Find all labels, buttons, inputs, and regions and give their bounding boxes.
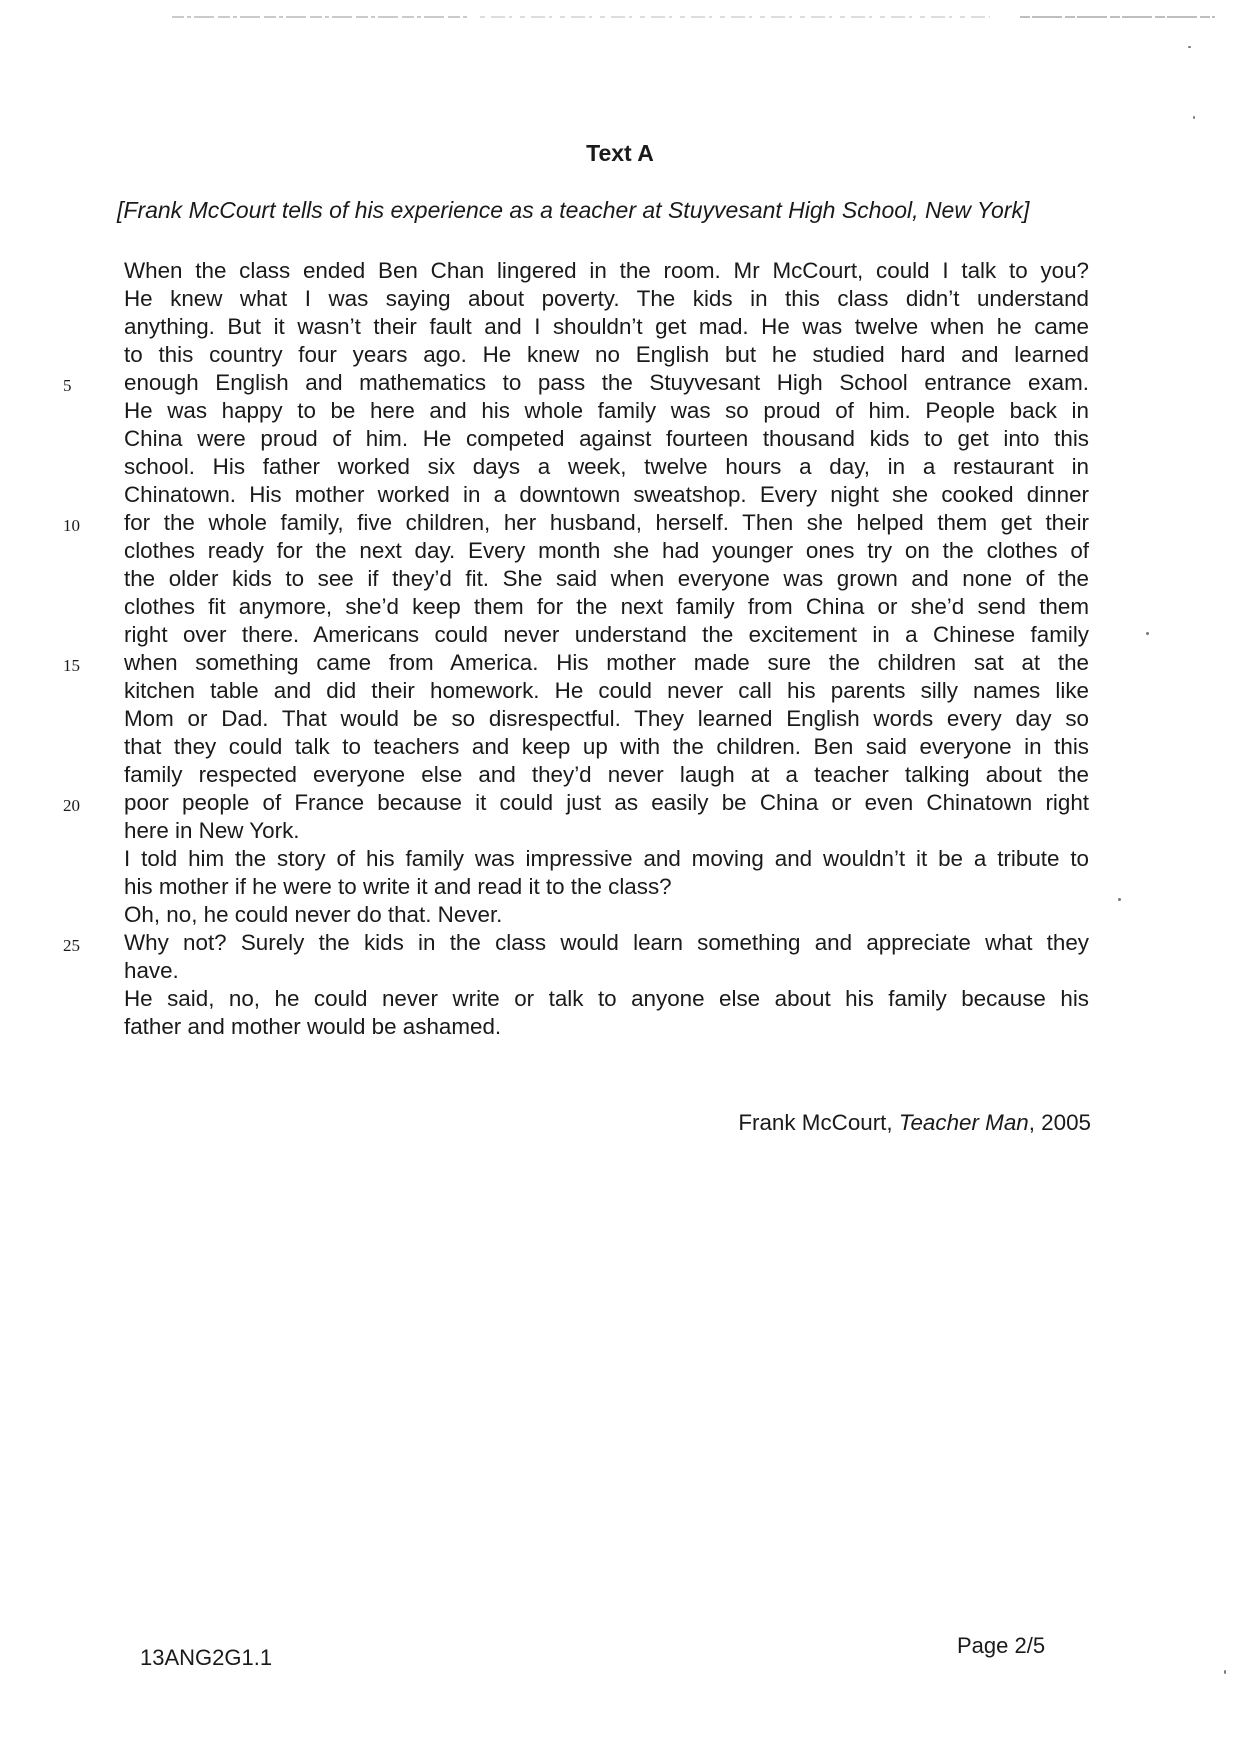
passage-line: Oh, no, he could never do that. Never. (124, 902, 503, 927)
passage-line: Why not? Surely the kids in the class would learn something and appreciate what they (124, 930, 1089, 955)
passage-line: When the class ended Ben Chan lingered in the room. Mr McCourt, could I talk to you? (124, 258, 1089, 283)
passage-line: father and mother would be ashamed. (124, 1014, 502, 1039)
passage-line: clothes ready for the next day. Every month she had younger ones try on the clothes of (124, 538, 1089, 563)
passage-introduction: [Frank McCourt tells of his experience as a teacher at Stuyvesant High School, New York] (117, 197, 1030, 223)
source-citation (738, 1110, 1091, 1136)
passage-line: clothes fit anymore, she’d keep them for the next family from China or she’d send them (124, 594, 1089, 619)
page-number: Page 2/5 (957, 1633, 1046, 1658)
passage-line: Mom or Dad. That would be so disrespectful. They learned English words every day so (124, 706, 1089, 731)
passage-line: kitchen table and did their homework. He could never call his parents silly names like (124, 678, 1089, 703)
text-title: Text A (586, 140, 654, 166)
line-number: 15 (63, 656, 80, 675)
passage-line: have. (124, 958, 179, 983)
passage-line: when something came from America. His mother made sure the children sat at the (124, 650, 1089, 675)
line-number: 20 (63, 796, 80, 815)
passage-line: He said, no, he could never write or talk to anyone else about his family because his (124, 986, 1089, 1011)
citation-work-title: Teacher Man (898, 1110, 1029, 1135)
scan-speck (1224, 1670, 1226, 1674)
passage-line: that they could talk to teachers and keep up with the children. Ben said everyone in this (124, 734, 1089, 759)
passage-line: his mother if he were to write it and read it to the class? (124, 874, 672, 899)
passage-line: China were proud of him. He competed against fourteen thousand kids to get into this (124, 426, 1089, 451)
exam-code: 13ANG2G1.1 (140, 1645, 273, 1670)
passage-line: family respected everyone else and they’d never laugh at a teacher talking about the (124, 762, 1089, 787)
passage-line: Chinatown. His mother worked in a downtown sweatshop. Every night she cooked dinner (124, 482, 1089, 507)
passage-line: poor people of France because it could just as easily be China or even Chinatown right (124, 790, 1089, 815)
passage-line: school. His father worked six days a week, twelve hours a day, in a restaurant in (124, 454, 1089, 479)
passage-line: right over there. Americans could never understand the excitement in a Chinese family (124, 622, 1089, 647)
passage-line: He was happy to be here and his whole family was so proud of him. People back in (124, 398, 1089, 423)
passage-line: the older kids to see if they’d fit. She said when everyone was grown and none of the (124, 566, 1089, 591)
line-number: 5 (63, 376, 72, 395)
citation-year: , 2005 (1028, 1110, 1091, 1135)
passage-line: here in New York. (124, 818, 300, 843)
passage-line: for the whole family, five children, her husband, herself. Then she helped them get their (124, 510, 1089, 535)
line-number: 10 (63, 516, 80, 535)
passage-line: I told him the story of his family was impressive and moving and wouldn’t it be a tribute to (124, 846, 1089, 871)
passage-line: He knew what I was saying about poverty. The kids in this class didn’t understand (124, 286, 1089, 311)
passage-line: anything. But it wasn’t their fault and I shouldn’t get mad. He was twelve when he came (124, 314, 1089, 339)
passage-line: enough English and mathematics to pass the Stuyvesant High School entrance exam. (124, 370, 1089, 395)
citation-author: Frank McCourt, (738, 1110, 893, 1135)
line-number: 25 (63, 936, 80, 955)
passage-line: to this country four years ago. He knew no English but he studied hard and learned (124, 342, 1089, 367)
